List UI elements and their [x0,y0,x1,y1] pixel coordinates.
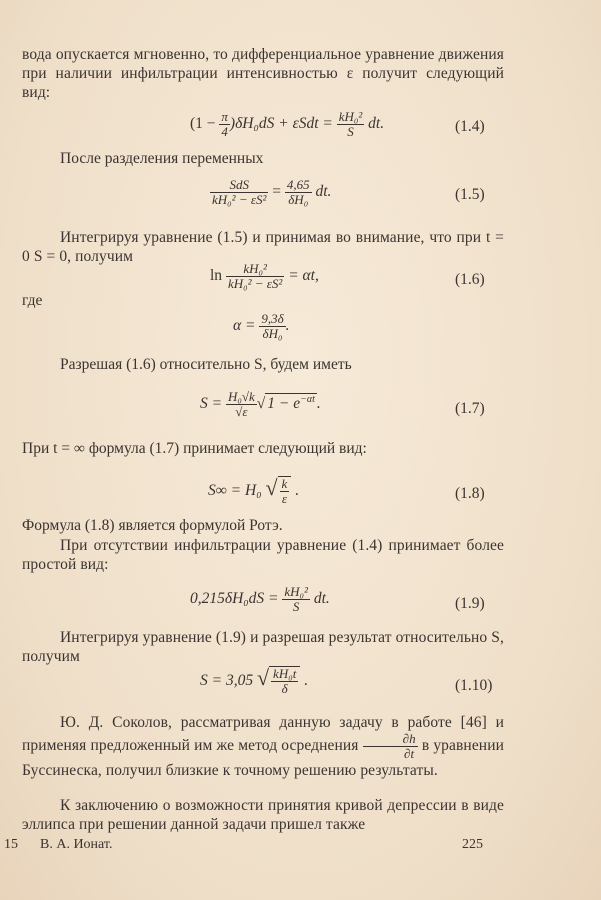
fraction [219,110,230,139]
fraction [282,585,310,614]
fraction [280,477,290,506]
eq-part: )δH₀dS + εSdt = [229,115,337,133]
fraction-denominator: √ε [235,404,248,419]
equation-number: (1.9) [455,595,485,612]
partial-derivative [363,732,418,761]
fraction [259,312,285,341]
fraction-denominator: ε [281,490,287,506]
fraction-denominator: S [292,599,300,614]
eq-part: = [268,183,285,201]
sqrt-sign: √ [256,665,270,690]
equation-1-5 [210,178,331,207]
fraction-numerator: kH₀² [284,584,308,599]
fraction [226,262,284,291]
eq-part: (1 − [190,115,220,133]
paragraph-text: Ю. Д. Соколов, рассматривая данную задачу в работе [46] и применяя предложенный им же метод осреднения [22,714,504,755]
footer-author: В. А. Ионат. [40,837,113,852]
page-number: 225 [462,837,483,852]
fraction-numerator: π [221,109,228,124]
paragraph-8: При отсутствии инфильтрации уравнение (1.4) принимает более простой вид: [22,537,504,573]
fraction-numerator: H₀√k [227,389,255,404]
eq-part: . [291,482,300,499]
fraction-denominator: δH₀ [262,326,283,341]
fraction [285,178,312,207]
paragraph-7: Формула (1.8) является формулой Ротэ. [22,517,283,534]
fraction-denominator: δ [281,680,288,696]
eq-part: S = 3,05 [200,672,257,689]
equation-1-10 [200,665,308,696]
fraction-numerator: kH₀t [273,665,297,681]
equation-number: (1.4) [455,118,485,135]
eq-part: ln [210,267,226,285]
fraction-numerator: 9,3δ [261,311,284,326]
fraction [271,667,298,696]
fraction-denominator: δH₀ [288,192,309,207]
equation-1-8 [208,475,299,506]
equation-1-4 [190,110,384,139]
fraction-denominator: kH₀² − εS² [212,192,267,207]
eq-part: S∞ = H₀ [208,482,266,499]
equation-number: (1.8) [455,485,485,502]
eq-part: α = [233,317,260,335]
sqrt-content: 1 − e [267,395,301,413]
fraction-denominator: ∂t [404,746,415,761]
equation-number: (1.10) [455,677,493,694]
sqrt-body [265,393,317,413]
fraction [210,178,268,207]
paragraph-where: где [22,292,43,309]
fraction-numerator: SdS [210,178,268,193]
fraction-numerator: kH₀² [338,109,363,124]
paragraph-3: Интегрируя уравнение (1.5) и принимая во внимание, что при t = 0 S = 0, получим [22,229,504,265]
eq-part: = αt, [284,267,319,285]
exponent: −αt [300,393,315,405]
equation-1-7 [200,390,321,419]
paragraph-2: После разделения переменных [60,150,264,167]
eq-part: . [316,395,321,413]
sqrt-sign: √ [265,475,278,500]
paragraph-11: К заключению о возможности принятия кривой депрессии в виде эллипса при решении данной задачи пришел также [22,797,504,833]
eq-part: dt. [311,183,332,201]
fraction-denominator: 4 [221,124,228,139]
fraction-numerator: 4,65 [286,177,310,192]
eq-part: S = [200,395,226,413]
paragraph-9: Интегрируя уравнение (1.9) и разрешая результат относительно S, получим [22,629,504,665]
sqrt-body [269,666,300,696]
sqrt-body [278,476,292,506]
fraction [337,110,365,139]
sqrt-sign: √ [256,395,266,413]
fraction-numerator: k [281,475,288,491]
paragraph-text: в уравнении Буссинеска, получил близкие к точному решению результаты. [22,737,504,779]
fraction-numerator: ∂h [363,732,418,747]
eq-part: dt. [309,590,330,608]
equation-number: (1.6) [455,271,485,288]
fraction-denominator: S [347,124,354,139]
eq-part: 0,215δH₀dS = [190,590,283,608]
eq-part: dt. [364,115,385,133]
paragraph-10 [22,713,504,780]
fraction-denominator: kH₀² − εS² [227,276,283,291]
equation-alpha [233,312,290,341]
paragraph-6: При t = ∞ формула (1.7) принимает следующий вид: [22,440,367,457]
footer-signature-number: 15 [4,837,18,852]
eq-part: . [285,317,290,335]
eq-part: . [300,672,309,689]
fraction-numerator: kH₀² [226,262,284,277]
equation-1-6 [210,262,319,291]
fraction [226,390,257,419]
paragraph-5: Разрешая (1.6) относительно S, будем иметь [60,356,352,373]
equation-number: (1.7) [455,400,485,417]
equation-1-9 [190,585,330,614]
paragraph-1: вода опускается мгновенно, то дифференциальное уравнение движения при наличии инфильтрации интенсивностью ε получит следующий вид: [22,46,504,101]
equation-number: (1.5) [455,186,485,203]
